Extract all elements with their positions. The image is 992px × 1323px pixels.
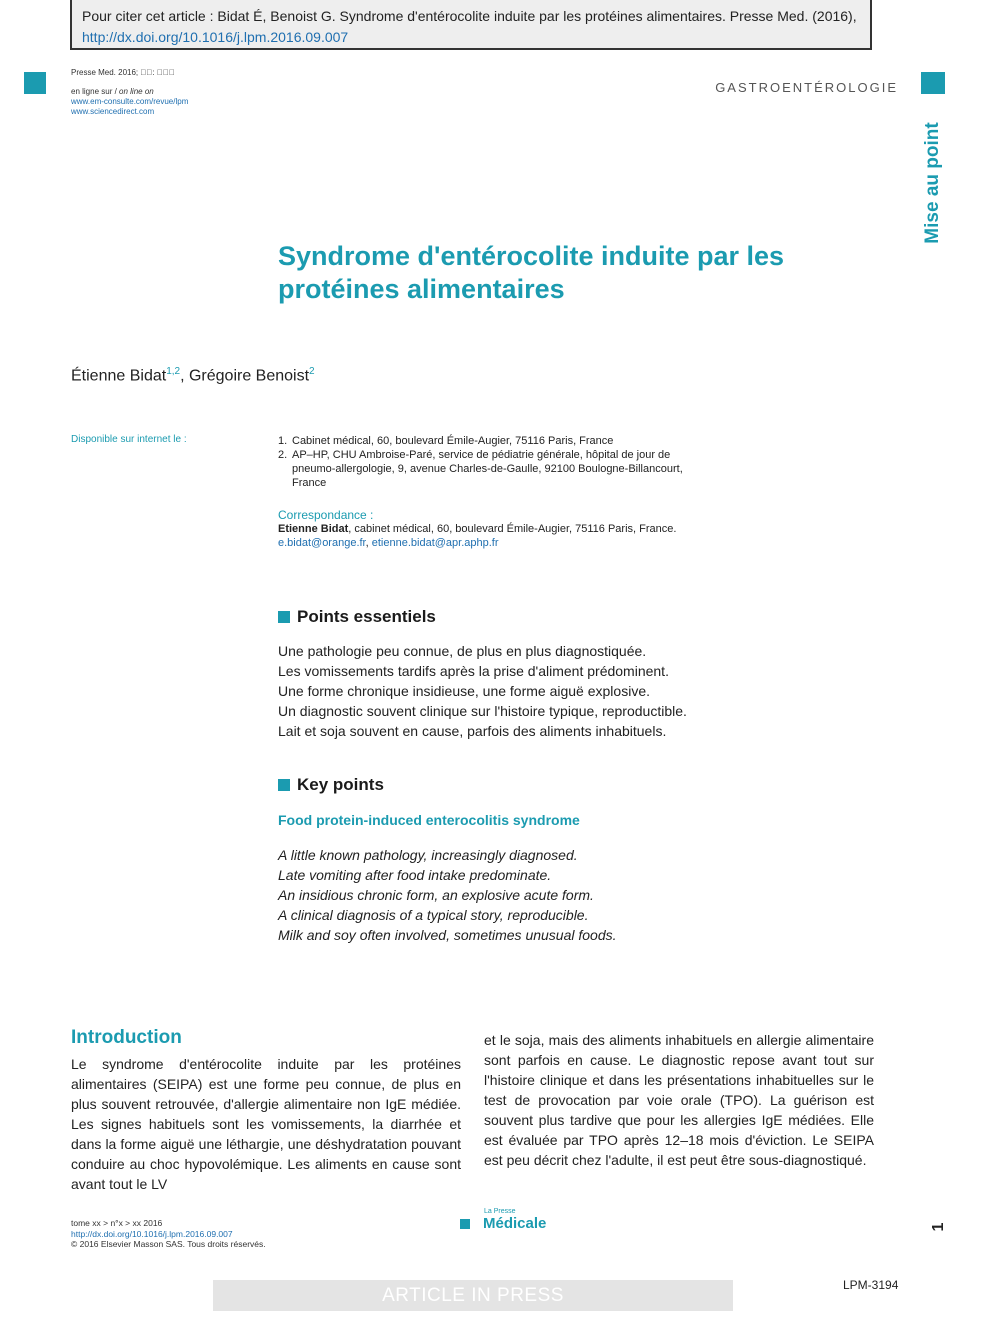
key-points-heading: Key points — [278, 775, 384, 795]
corner-square-left — [24, 72, 46, 94]
online-label: en ligne sur / on line on — [71, 87, 154, 96]
author-2: Grégoire Benoist — [188, 367, 310, 385]
correspondence-heading: Correspondance : — [278, 508, 374, 522]
heading-square-icon — [278, 779, 290, 791]
authors: Étienne Bidat$^{1,2}$, Grégoire Benoist$^2$ — [71, 366, 315, 385]
list-item: Une pathologie peu connue, de plus en plus diagnostiquée. — [278, 643, 647, 659]
citation-text: Pour citer cet article : Bidat É, Benoist G. Syndrome d'entérocolite induite par les protéines alimentaires. Presse Med. (2016), — [82, 8, 857, 24]
list-item: An insidious chronic form, an explosive acute form. — [278, 887, 594, 903]
side-label-text: Mise au point — [922, 122, 943, 244]
list-item: A clinical diagnosis of a typical story, reproducible. — [278, 907, 589, 923]
citation-doi-link[interactable]: http://dx.doi.org/10.1016/j.lpm.2016.09.007 — [82, 29, 349, 45]
sciencedirect-link[interactable]: www.sciencedirect.com — [71, 107, 155, 116]
author-1-affil: 1,2 — [166, 366, 181, 377]
journal-citation-line: Presse Med. 2016; ￿￿: ￿￿￿ — [71, 68, 175, 77]
email-link-2[interactable]: etienne.bidat@apr.aphp.fr — [371, 537, 499, 549]
journal-logo — [460, 1208, 546, 1232]
points-essentiels-heading: Points essentiels — [278, 607, 436, 627]
article-title: Syndrome d'entérocolite induite par les protéines alimentaires — [278, 241, 785, 304]
footer-info — [71, 1218, 266, 1250]
corner-square-right — [921, 72, 945, 94]
logo-main: Médicale — [460, 1215, 546, 1232]
author-2-affil: 2 — [309, 366, 315, 377]
side-label — [918, 118, 948, 248]
author-1: Étienne Bidat — [71, 367, 167, 385]
logo-square-icon — [460, 1219, 470, 1229]
footer-copyright: © 2016 Elsevier Masson SAS. Tous droits réservés. — [71, 1239, 266, 1249]
affiliation-item: 2. AP–HP, CHU Ambroise-Paré, service de pédiatrie générale, hôpital de jour de pneumo-allergologie, 9, avenue Charles-de-Gaulle, 92100 Boulogne-Billancourt, France — [278, 449, 683, 489]
em-consulte-link[interactable]: www.em-consulte.com/revue/lpm — [71, 97, 189, 106]
introduction-heading: Introduction — [71, 1027, 182, 1048]
article-in-press-banner: ARTICLE IN PRESS — [213, 1280, 733, 1311]
citation-box — [70, 0, 872, 50]
logo-small-text: La Presse — [484, 1208, 516, 1215]
introduction-right-column: et le soja, mais des aliments inhabituels en allergie alimentaire sont parfois en cause. Le diagnostic repose avant tout sur l'histoire clinique et dans les présentations inhabituelles sur le test de provocation par voie orale (TPO). La guérison est souvent plus tardive que pour les allergies IgE médiées. Elle est évaluée par TPO après 12–18 mois d'éviction. Le SEIPA est peu décrit chez l'adulte, il est peut être sous-diagnostiqué. — [484, 1032, 874, 1168]
correspondence-address: Etienne Bidat, cabinet médical, 60, boulevard Émile-Augier, 75116 Paris, France. — [278, 523, 677, 535]
list-item: Milk and soy often involved, sometimes unusual foods. — [278, 927, 617, 943]
affiliation-item: 1. Cabinet médical, 60, boulevard Émile-Augier, 75116 Paris, France — [278, 435, 614, 447]
list-item: Un diagnostic souvent clinique sur l'histoire typique, reproductible. — [278, 703, 687, 719]
footer-doi-link[interactable]: http://dx.doi.org/10.1016/j.lpm.2016.09.007 — [71, 1228, 233, 1239]
available-online-label: Disponible sur internet le : — [71, 434, 187, 445]
list-item: Lait et soja souvent en cause, parfois des aliments inhabituels. — [278, 723, 667, 739]
list-item: Une forme chronique insidieuse, une forme aiguë explosive. — [278, 683, 650, 699]
affiliations — [278, 434, 698, 490]
key-points-subtitle: Food protein-induced enterocolitis syndrome — [278, 812, 580, 828]
article-code: LPM-3194 — [843, 1278, 899, 1292]
email-link-1[interactable]: e.bidat@orange.fr — [278, 537, 366, 549]
heading-square-icon — [278, 611, 290, 623]
journal-meta — [71, 68, 188, 117]
page-number: 1 — [930, 1222, 947, 1232]
section-label: GASTROENTÉROLOGIE — [715, 80, 898, 95]
points-essentiels-list — [278, 641, 798, 741]
list-item: Les vomissements tardifs après la prise d'aliment prédominent. — [278, 663, 669, 679]
list-item: A little known pathology, increasingly diagnosed. — [278, 847, 578, 863]
introduction-left-column: Le syndrome d'entérocolite induite par les protéines alimentaires (SEIPA) est une forme peu connue, de plus en plus souvent retrouvée, d'allergie alimentaire non IgE médiée. Les signes habituels sont les vomissements, la diarrhée et dans la forme aiguë une léthargie, une déshydratation pouvant conduire au choc hypovolémique. Les aliments en cause sont avant tout le LV — [71, 1056, 461, 1192]
correspondence: Correspondance : Etienne Bidat, cabinet médical, 60, boulevard Émile-Augier, 75116 Paris, France. e.bidat@orange.fr, etienne.bidat@apr.aphp.fr — [278, 508, 718, 550]
key-points-list — [278, 845, 798, 945]
list-item: Late vomiting after food intake predominate. — [278, 867, 552, 883]
footer-issue: tome xx > n°x > xx 2016 — [71, 1218, 163, 1228]
